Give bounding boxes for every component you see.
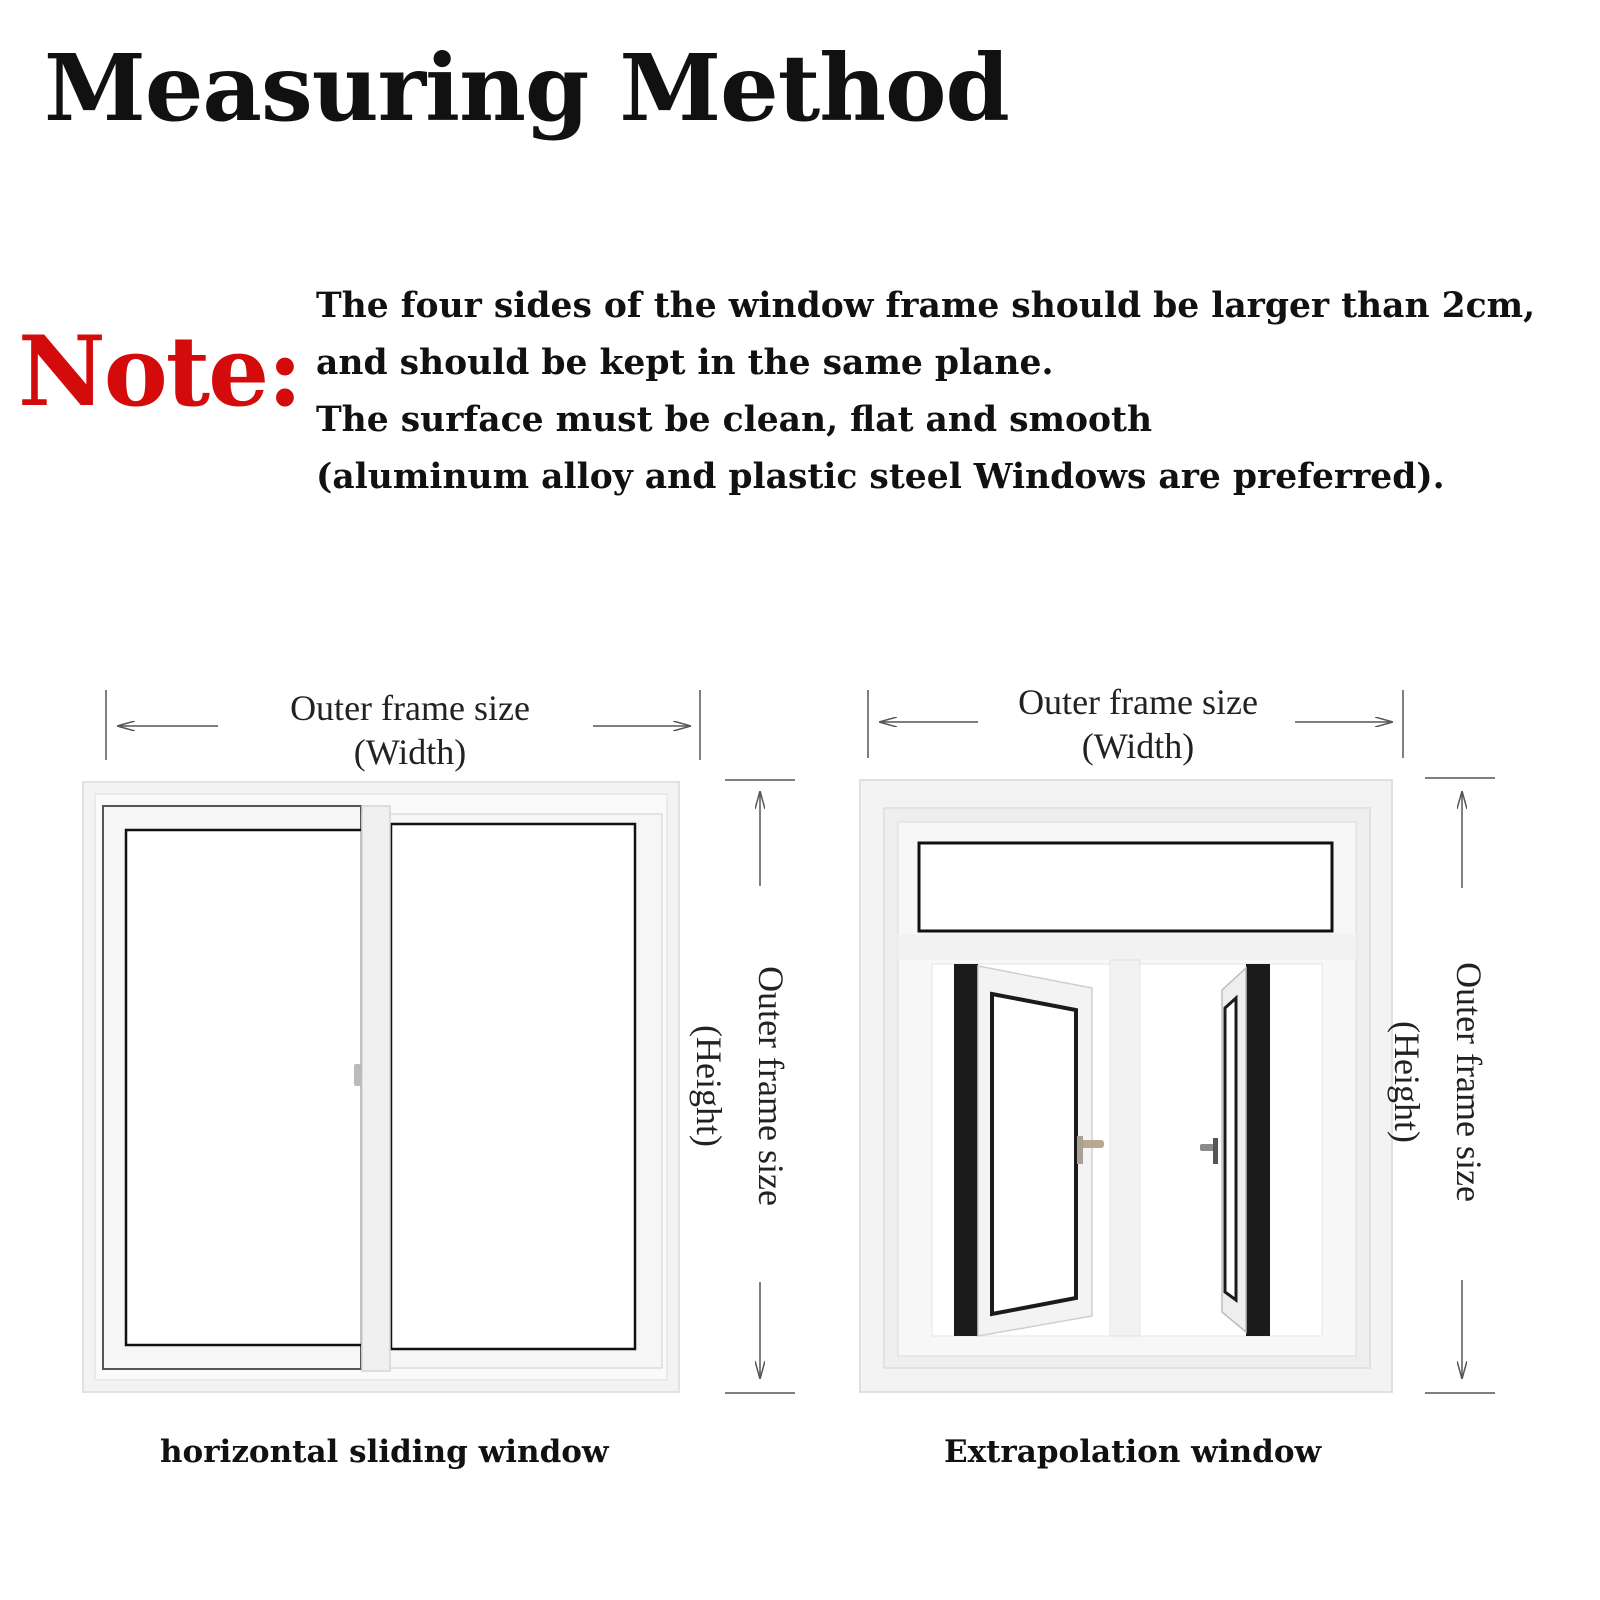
page-title: Measuring Method <box>44 34 1009 142</box>
width-label-text: Outer frame size <box>1018 682 1258 722</box>
height-label-sub: (Height) <box>689 1025 729 1147</box>
height-label <box>682 936 802 1236</box>
window-caption: horizontal sliding window <box>160 1434 609 1470</box>
height-label-text: Outer frame size <box>1449 962 1489 1202</box>
note-line: The surface must be clean, flat and smooth <box>316 400 1153 440</box>
note-line: The four sides of the window frame should be larger than 2cm, <box>316 286 1536 326</box>
height-label <box>1380 932 1500 1232</box>
height-label-sub: (Height) <box>1387 1021 1427 1143</box>
width-label <box>240 686 580 774</box>
window-caption: Extrapolation window <box>944 1434 1322 1470</box>
height-label-text: Outer frame size <box>751 966 791 1206</box>
note-label: Note: <box>18 315 301 428</box>
width-label <box>968 680 1308 768</box>
width-label-sub: (Width) <box>1081 726 1195 766</box>
note-line: and should be kept in the same plane. <box>316 343 1054 383</box>
note-line: (aluminum alloy and plastic steel Windows are preferred). <box>316 457 1445 497</box>
width-label-sub: (Width) <box>353 732 467 772</box>
width-label-text: Outer frame size <box>290 688 530 728</box>
